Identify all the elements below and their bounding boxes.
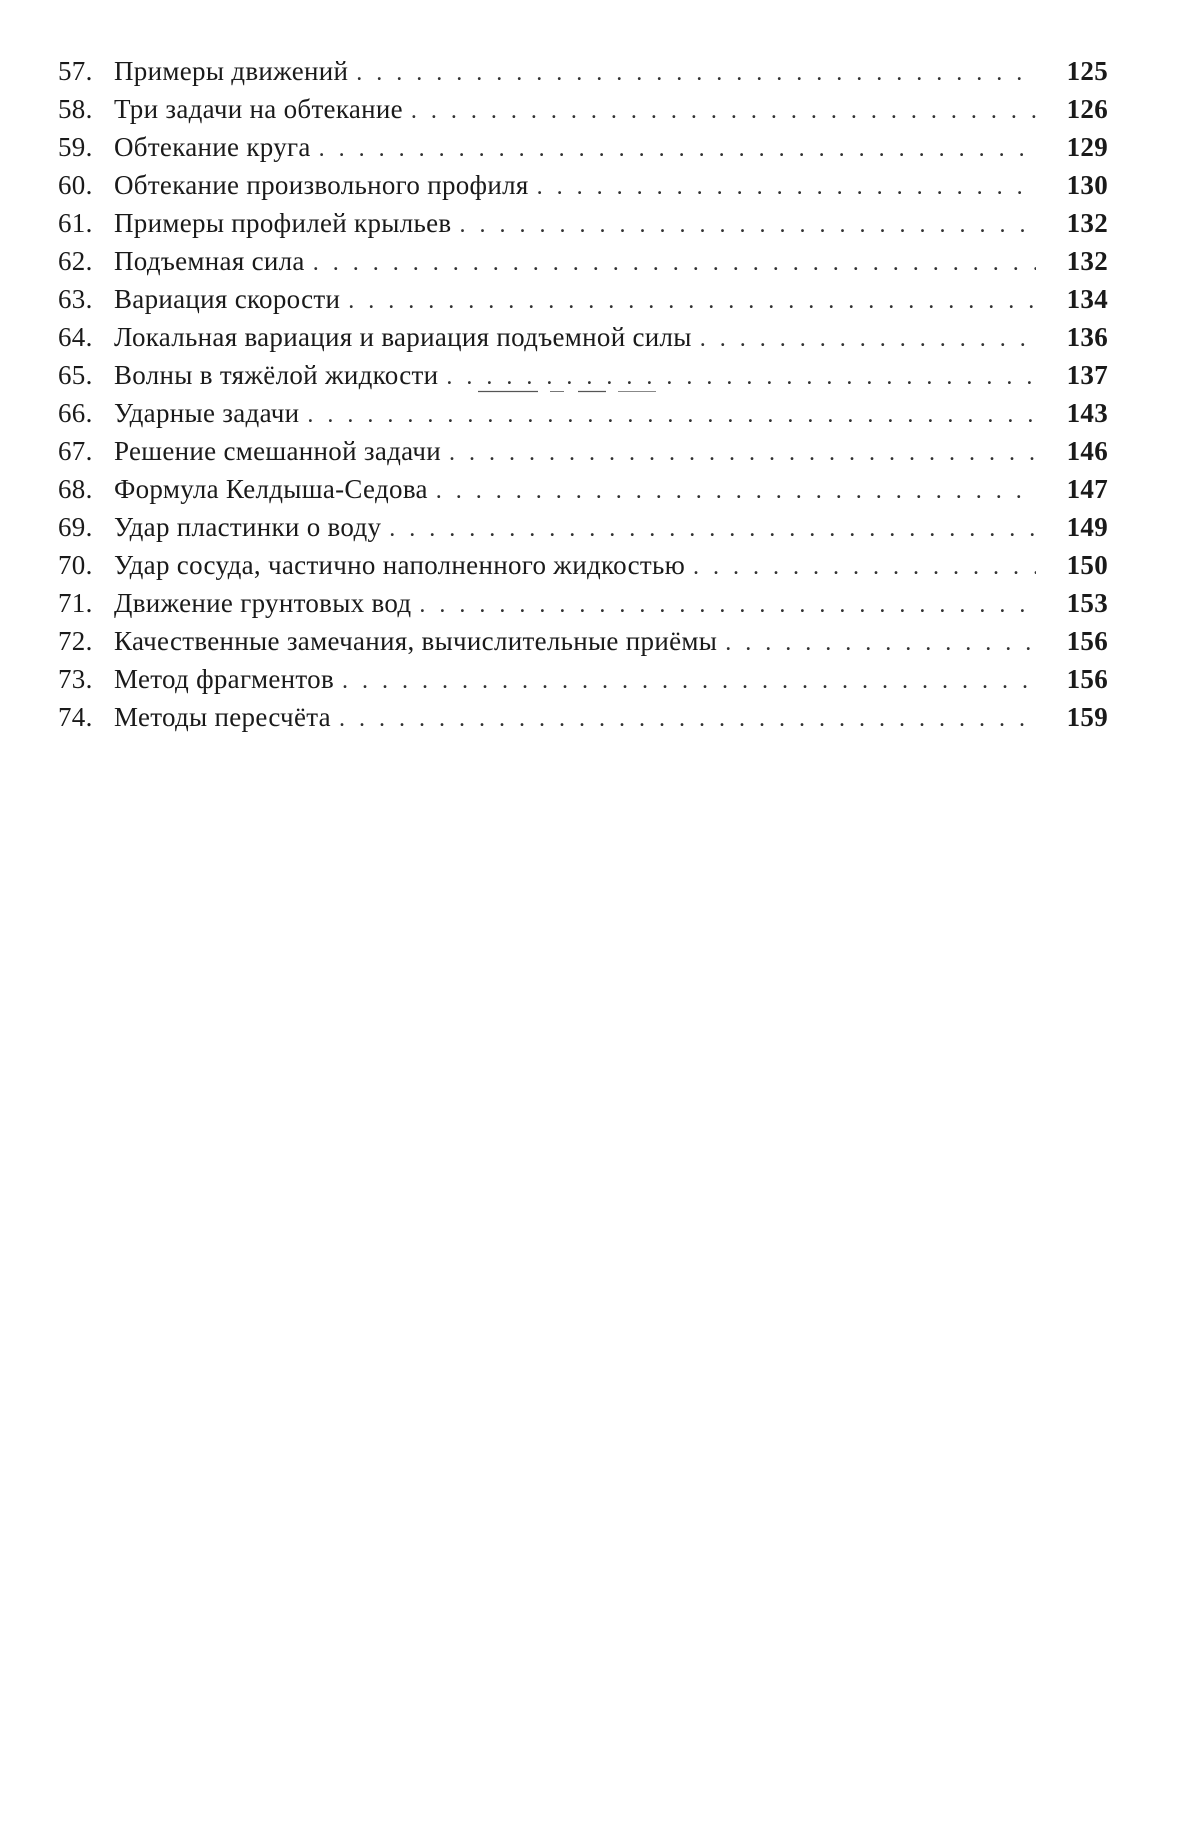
toc-entry	[58, 166, 1108, 204]
toc-entry-number: 69.	[58, 512, 93, 542]
toc-entry-title: Обтекание круга	[114, 132, 311, 162]
toc-entry	[58, 128, 1108, 166]
toc-entry-number: 64.	[58, 322, 93, 352]
toc-entry-title: Движение грунтовых вод	[114, 588, 412, 618]
dot-leader	[313, 244, 1036, 282]
toc-entry-page: 132	[1066, 208, 1108, 238]
toc-entry-number: 68.	[58, 474, 93, 504]
toc-entry-number: 70.	[58, 550, 93, 580]
scan-smudge-mark	[478, 390, 658, 393]
toc-entry	[58, 242, 1108, 280]
toc-entry-title: Формула Келдыша-Седова	[114, 474, 428, 504]
toc-entry-page: 156	[1066, 664, 1108, 694]
toc-entry-page: 126	[1066, 94, 1108, 124]
toc-entry-title: Методы пересчёта	[114, 702, 331, 732]
dot-leader	[411, 92, 1036, 130]
toc-entry-title: Примеры движений	[114, 56, 349, 86]
dot-leader	[307, 396, 1036, 434]
toc-entry-number: 61.	[58, 208, 93, 238]
toc-entry-title: Три задачи на обтекание	[114, 94, 403, 124]
toc-entry-page: 153	[1066, 588, 1108, 618]
toc-entry	[58, 52, 1108, 90]
dot-leader	[356, 54, 1036, 92]
toc-entry-title: Обтекание произвольного профиля	[114, 170, 529, 200]
toc-entry	[58, 508, 1108, 546]
toc-entry-number: 72.	[58, 626, 93, 656]
toc-entry-title: Удар сосуда, частично наполненного жидкостью	[114, 550, 686, 580]
dot-leader	[436, 472, 1036, 510]
toc-entry-page: 143	[1066, 398, 1108, 428]
toc-entry-page: 136	[1066, 322, 1108, 352]
toc-entry-title: Решение смешанной задачи	[114, 436, 441, 466]
toc-entry-number: 74.	[58, 702, 93, 732]
toc-entry-page: 129	[1066, 132, 1108, 162]
dot-leader	[725, 624, 1036, 662]
toc-entry-page: 147	[1066, 474, 1108, 504]
toc-entry	[58, 356, 1108, 394]
toc-entry-page: 134	[1066, 284, 1108, 314]
dot-leader	[700, 320, 1036, 358]
toc-entry-page: 130	[1066, 170, 1108, 200]
toc-entry-number: 71.	[58, 588, 93, 618]
dot-leader	[537, 168, 1036, 206]
toc-entry-number: 65.	[58, 360, 93, 390]
toc-entry	[58, 470, 1108, 508]
toc-entry-number: 62.	[58, 246, 93, 276]
dot-leader	[319, 130, 1036, 168]
toc-entry-number: 73.	[58, 664, 93, 694]
toc-entry-number: 63.	[58, 284, 93, 314]
toc-entry-title: Метод фрагментов	[114, 664, 334, 694]
toc-entry-title: Локальная вариация и вариация подъемной силы	[114, 322, 692, 352]
toc-entry	[58, 584, 1108, 622]
toc-entry	[58, 90, 1108, 128]
toc-entry-title: Качественные замечания, вычислительные приёмы	[114, 626, 718, 656]
toc-entry-page: 159	[1066, 702, 1108, 732]
toc-entry-page: 125	[1066, 56, 1108, 86]
toc-entry-page: 137	[1066, 360, 1108, 390]
toc-entry	[58, 622, 1108, 660]
toc-entry	[58, 318, 1108, 356]
table-of-contents	[58, 52, 1108, 736]
toc-entry-title: Удар пластинки о воду	[114, 512, 382, 542]
toc-entry	[58, 394, 1108, 432]
toc-entry-page: 132	[1066, 246, 1108, 276]
toc-entry-page: 149	[1066, 512, 1108, 542]
toc-entry-page: 156	[1066, 626, 1108, 656]
toc-entry-number: 60.	[58, 170, 93, 200]
dot-leader	[459, 206, 1036, 244]
toc-entry-number: 67.	[58, 436, 93, 466]
dot-leader	[449, 434, 1036, 472]
dot-leader	[339, 700, 1036, 738]
toc-entry	[58, 698, 1108, 736]
toc-entry-number: 66.	[58, 398, 93, 428]
dot-leader	[342, 662, 1036, 700]
toc-entry-title: Вариация скорости	[114, 284, 341, 314]
toc-entry	[58, 660, 1108, 698]
toc-entry-page: 150	[1066, 550, 1108, 580]
toc-entry-number: 59.	[58, 132, 93, 162]
toc-entry	[58, 204, 1108, 242]
toc-entry-title: Примеры профилей крыльев	[114, 208, 452, 238]
dot-leader	[348, 282, 1036, 320]
dot-leader	[419, 586, 1036, 624]
toc-entry	[58, 280, 1108, 318]
toc-entry-title: Волны в тяжёлой жидкости	[114, 360, 439, 390]
dot-leader	[693, 548, 1036, 586]
toc-entry	[58, 432, 1108, 470]
toc-entry-number: 57.	[58, 56, 93, 86]
toc-entry-page: 146	[1066, 436, 1108, 466]
toc-entry-title: Ударные задачи	[114, 398, 300, 428]
toc-entry-title: Подъемная сила	[114, 246, 305, 276]
toc-entry-number: 58.	[58, 94, 93, 124]
toc-entry	[58, 546, 1108, 584]
dot-leader	[389, 510, 1036, 548]
